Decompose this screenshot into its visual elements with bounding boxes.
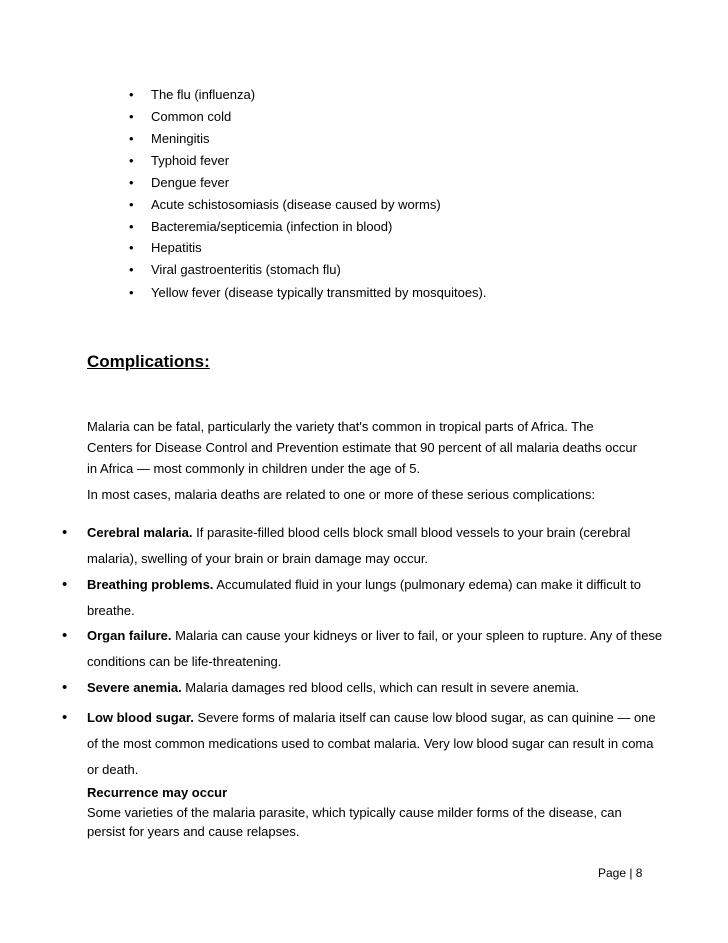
list-item: Hepatitis: [151, 240, 202, 255]
complication-item: [87, 623, 667, 675]
intro-line-2: Centers for Disease Control and Prevention estimate that 90 percent of all malaria deaths occur: [87, 440, 637, 455]
complication-title: Organ failure.: [87, 628, 172, 643]
complication-title: Severe anemia.: [87, 680, 182, 695]
list-item: Dengue fever: [151, 175, 230, 190]
section-heading: Complications:: [87, 352, 210, 371]
complication-title: Cerebral malaria.: [87, 525, 193, 540]
page-number: Page | 8: [598, 866, 643, 880]
complication-item: [87, 705, 667, 783]
list-item: Yellow fever (disease typically transmitted by mosquitoes).: [151, 285, 487, 300]
complication-item: [87, 572, 667, 624]
lead-in-text: In most cases, malaria deaths are related to one or more of these serious complications:: [87, 487, 595, 502]
list-item: Meningitis: [151, 131, 210, 146]
bullet: •: [62, 709, 68, 726]
recurrence-text: Some varieties of the malaria parasite, which typically cause milder forms of the disease, can persist for years and cause relapses.: [87, 805, 622, 839]
bullet: •: [129, 131, 134, 146]
complication-item: [87, 675, 667, 701]
bullet: •: [129, 153, 134, 168]
list-item: Typhoid fever: [151, 153, 230, 168]
complication-item: [87, 520, 667, 572]
bullet: •: [62, 524, 68, 541]
intro-line-1: Malaria can be fatal, particularly the variety that's common in tropical parts of Africa. The: [87, 419, 594, 434]
list-item: Viral gastroenteritis (stomach flu): [151, 262, 341, 277]
bullet: •: [129, 87, 134, 102]
bullet: •: [62, 679, 68, 696]
complication-text: Severe forms of malaria itself can cause low blood sugar, as can quinine — one of the most common medications used to combat malaria. Very low blood sugar can result in coma or death.: [87, 710, 656, 777]
complication-text: Accumulated fluid in your lungs (pulmonary edema) can make it difficult to breathe.: [87, 577, 641, 618]
bullet: •: [129, 240, 134, 255]
complication-title: Breathing problems.: [87, 577, 214, 592]
bullet: •: [129, 175, 134, 190]
bullet: •: [129, 262, 134, 277]
bullet: •: [129, 197, 134, 212]
bullet: •: [129, 109, 134, 124]
complication-text: If parasite-filled blood cells block small blood vessels to your brain (cerebral malaria), swelling of your brain or brain damage may occur.: [87, 525, 631, 566]
recurrence-title: Recurrence may occur: [87, 785, 228, 800]
bullet: •: [129, 219, 134, 234]
complication-text: Malaria damages red blood cells, which can result in severe anemia.: [181, 680, 580, 695]
intro-line-3: in Africa — most commonly in children under the age of 5.: [87, 461, 421, 476]
bullet: •: [129, 285, 134, 300]
list-item: Bacteremia/septicemia (infection in blood): [151, 219, 393, 234]
list-item: The flu (influenza): [151, 87, 256, 102]
bullet: •: [62, 627, 68, 644]
list-item: Acute schistosomiasis (disease caused by worms): [151, 197, 441, 212]
complication-text: Malaria can cause your kidneys or liver to fail, or your spleen to rupture. Any of these conditions can be life-threatening.: [87, 628, 663, 669]
bullet: •: [62, 576, 68, 593]
complication-title: Low blood sugar.: [87, 710, 194, 725]
list-item: Common cold: [151, 109, 232, 124]
